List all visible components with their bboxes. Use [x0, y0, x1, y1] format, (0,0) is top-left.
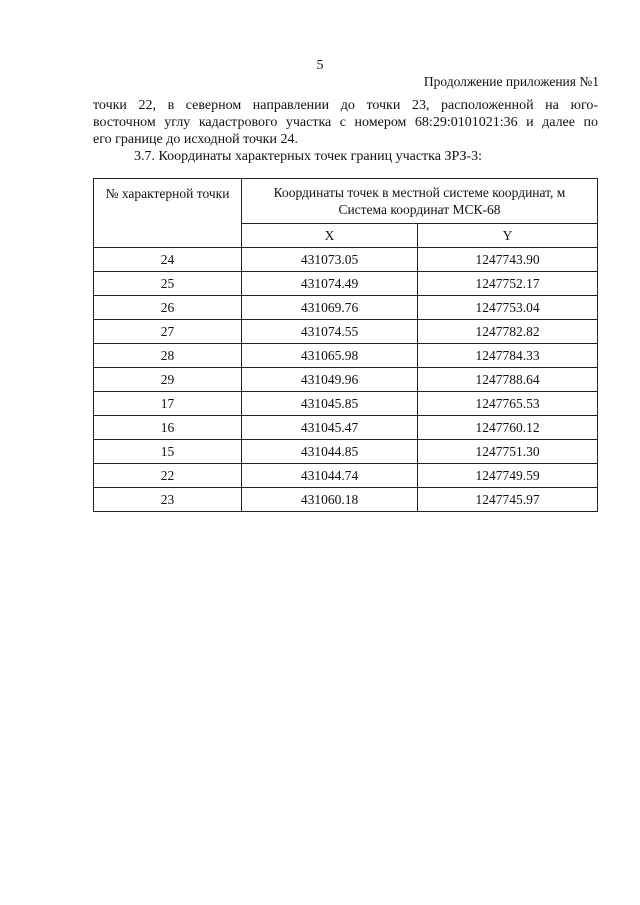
cell-y: 1247753.04 [418, 296, 598, 320]
table-row [94, 296, 598, 320]
cell-x: 431045.85 [242, 392, 418, 416]
header-x: X [242, 224, 418, 248]
appendix-continuation-note: Продолжение приложения №1 [423, 74, 599, 89]
table-row [94, 416, 598, 440]
cell-y: 1247743.90 [418, 248, 598, 272]
cell-x: 431044.74 [242, 464, 418, 488]
cell-x: 431045.47 [242, 416, 418, 440]
cell-point-number: 27 [94, 320, 242, 344]
paragraph-line: точки 22, в северном направлении до точки 23, расположенной на юго- [93, 98, 598, 113]
cell-point-number: 17 [94, 392, 242, 416]
table-row [94, 272, 598, 296]
table-row [94, 368, 598, 392]
table-row [94, 320, 598, 344]
cell-y: 1247752.17 [418, 272, 598, 296]
paragraph-line: его границе до исходной точки 24. [93, 132, 298, 147]
cell-x: 431049.96 [242, 368, 418, 392]
table-header-row [94, 179, 598, 224]
cell-point-number: 24 [94, 248, 242, 272]
header-coordinates-line1: Координаты точек в местной системе координат, м [273, 185, 566, 200]
cell-y: 1247782.82 [418, 320, 598, 344]
page-number: 5 [316, 58, 324, 73]
section-heading: 3.7. Координаты характерных точек границ участка ЗРЗ-3: [134, 149, 483, 164]
cell-y: 1247749.59 [418, 464, 598, 488]
cell-y: 1247784.33 [418, 344, 598, 368]
boundary-description-paragraph [93, 97, 598, 148]
cell-point-number: 23 [94, 488, 242, 512]
cell-point-number: 15 [94, 440, 242, 464]
cell-y: 1247788.64 [418, 368, 598, 392]
cell-x: 431073.05 [242, 248, 418, 272]
cell-point-number: 25 [94, 272, 242, 296]
table-row [94, 248, 598, 272]
cell-x: 431065.98 [242, 344, 418, 368]
coordinates-table-body [94, 248, 598, 512]
cell-point-number: 22 [94, 464, 242, 488]
cell-x: 431074.55 [242, 320, 418, 344]
cell-x: 431060.18 [242, 488, 418, 512]
table-row [94, 464, 598, 488]
cell-y: 1247745.97 [418, 488, 598, 512]
paragraph-line: восточном углу кадастрового участка с номером 68:29:0101021:36 и далее по [93, 115, 598, 130]
table-row [94, 440, 598, 464]
cell-x: 431069.76 [242, 296, 418, 320]
header-coordinates-line2: Система координат МСК-68 [338, 202, 501, 217]
cell-y: 1247765.53 [418, 392, 598, 416]
cell-y: 1247751.30 [418, 440, 598, 464]
table-row [94, 488, 598, 512]
cell-x: 431044.85 [242, 440, 418, 464]
header-point-number: № характерной точки [94, 179, 242, 248]
cell-point-number: 28 [94, 344, 242, 368]
table-row [94, 392, 598, 416]
cell-point-number: 29 [94, 368, 242, 392]
coordinates-table [93, 178, 598, 512]
cell-y: 1247760.12 [418, 416, 598, 440]
header-y: Y [418, 224, 598, 248]
cell-point-number: 26 [94, 296, 242, 320]
cell-x: 431074.49 [242, 272, 418, 296]
cell-point-number: 16 [94, 416, 242, 440]
table-row [94, 344, 598, 368]
header-coordinates [242, 179, 598, 224]
